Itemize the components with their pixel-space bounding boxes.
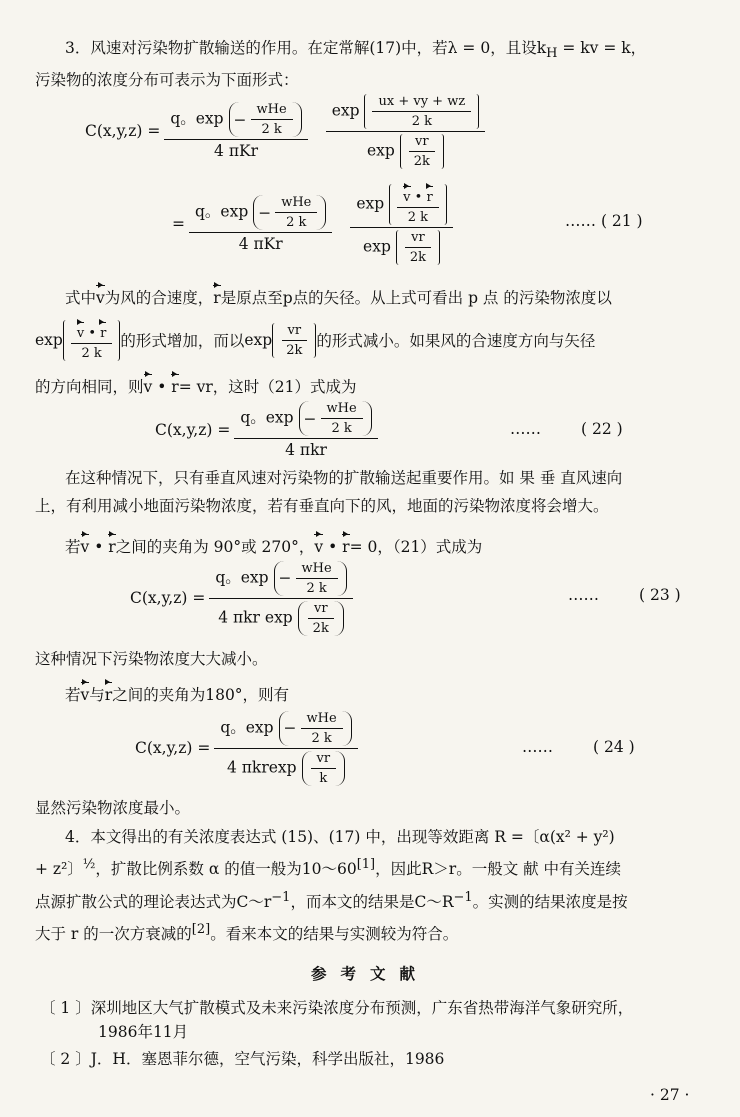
equation-21-number: …… ( 21 ) (565, 212, 643, 230)
reference-item-continued: 1986年11月 (98, 1023, 189, 1041)
para1-line1: 3．风速对污染物扩散输送的作用。在定常解(17)中，若λ = 0，且设$k_H$ = kv = k， (65, 39, 647, 62)
para7-line1: 显然污染物浓度最小。 (35, 799, 191, 817)
para6-line1: 若v与r之间的夹角为180°，则有 (65, 680, 289, 705)
para8-line3: 点源扩散公式的理论表达式为$C\sim r^{-1}$，而本文的结果是$C\sim R^{-1}$。实测的结果浓度是按 (35, 890, 628, 912)
reference-item: 〔 2 〕J．H．塞恩菲尔德，空气污染，科学出版社，1986 (40, 1050, 445, 1068)
equation-24: C(x,y,z) = q。exp − $\frac{\text{wHe}}{2 k}$ 4 πkrexp $\frac{vr}{k}$ (135, 710, 362, 786)
para3-line1: 在这种情况下，只有垂直风速对污染物的扩散输送起重要作用。如 果 垂 直风速向 (65, 469, 623, 487)
equation-22: C(x,y,z) = q。exp − $\frac{\text{wHe}}{2 k}$ 4 πkr (155, 400, 382, 460)
para8-line4: 大于 r 的一次方衰减的[2]。看来本文的结果与实测较为符合。 (35, 922, 459, 944)
equation-23-number: …… ( 23 ) (568, 586, 681, 604)
para8-line2: + z²〕$^{\frac{1}{2}}$，扩散比例系数 α 的值一般为10～60[1]，因此R＞r。一般文 献 中有关连续 (35, 857, 622, 879)
para5-line1: 这种情况下污染物浓度大大减小。 (35, 650, 268, 668)
para2-line1: 式中v为风的合速度，r是原点至p点的矢径。从上式可看出 p 点 的污染物浓度以 (65, 283, 612, 308)
equation-22-number: …… ( 22 ) (510, 420, 623, 438)
page-number: · 27 · (650, 1086, 690, 1104)
equation-23: C(x,y,z) = q。exp − $\frac{\text{wHe}}{2 k}$ 4 πkr exp $\frac{vr}{2k}$ (130, 562, 357, 634)
para2-line3: 的方向相同，则v • r= vr，这时（21）式成为 (35, 372, 357, 397)
para2-line2: exp $\frac{v • r}{2 k}$ 的形式增加，而以 exp $\frac{vr}{2k}$ 的形式减小。如果风的合速度方向与矢径 (35, 318, 595, 362)
para3-line2: 上，有利用减小地面污染物浓度，若有垂直向下的风，地面的污染物浓度将会增大。 (35, 497, 609, 515)
equation-24-number: …… ( 24 ) (522, 738, 635, 756)
references-heading: 参考文献 (310, 964, 429, 983)
para4-line1: 若v • r之间的夹角为 90°或 270°，v • r= 0，（21）式成为 (65, 532, 482, 557)
para1-line2: 污染物的浓度分布可表示为下面形式： (35, 71, 299, 89)
equation-21-line2: = q。exp − $\frac{\text{wHe}}{2 k}$ 4 πKr exp $\frac{v • r}{2 k}$ exp $\frac{vr}{2k}$ (172, 188, 457, 260)
equation-21-line1: C(x,y,z) = q。exp − $\frac{\text{wHe}}{2 k}$ 4 πKr exp $\frac{ux + vy + wz}{2 k}$ exp $\frac{vr}{2k}$ (85, 100, 489, 162)
reference-item: 〔 1 〕深圳地区大气扩散模式及未来污染浓度分布预测，广东省热带海洋气象研究所， (40, 999, 634, 1017)
para8-line1: 4．本文得出的有关浓度表达式 (15)、(17) 中，出现等效距离 R =〔α(x² + y²) (65, 828, 615, 846)
